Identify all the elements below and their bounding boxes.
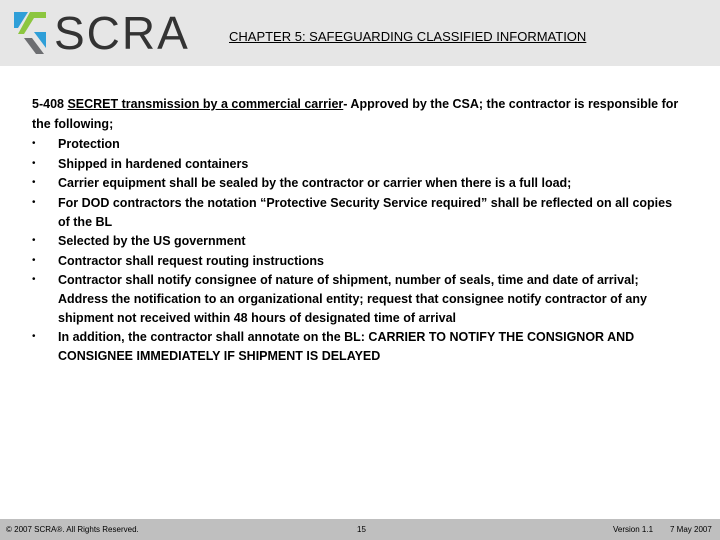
bullet-icon: • bbox=[32, 235, 36, 247]
section-number: 5-408 bbox=[32, 97, 68, 111]
page-number: 15 bbox=[357, 525, 366, 534]
section-intro-text: - Approved by the CSA; the contractor is responsible for the following; bbox=[32, 97, 679, 131]
bullet-icon: • bbox=[32, 254, 36, 266]
bullet-icon: • bbox=[32, 196, 36, 208]
list-item bbox=[32, 271, 682, 327]
list-item-text: Selected by the US government bbox=[58, 234, 246, 249]
bullet-icon: • bbox=[32, 157, 36, 169]
list-item bbox=[32, 232, 682, 251]
bullet-icon: • bbox=[32, 331, 36, 343]
list-item-text: Contractor shall request routing instructions bbox=[58, 253, 324, 268]
list-item-text: Shipped in hardened containers bbox=[58, 156, 249, 171]
list-item-text: Contractor shall notify consignee of nature of shipment, number of seals, time and date of arrival; Address the notification to an organizational entity; request that consignee notify contractor of any shipment not received within 48 hours of designated time of arrival bbox=[58, 273, 647, 325]
list-item bbox=[32, 328, 682, 365]
list-item-text: For DOD contractors the notation “Protective Security Service required” shall be reflected on all copies of the BL bbox=[58, 195, 673, 229]
bullet-icon: • bbox=[32, 138, 36, 150]
chapter-title: CHAPTER 5: SAFEGUARDING CLASSIFIED INFORMATION bbox=[229, 29, 587, 44]
bullet-icon: • bbox=[32, 274, 36, 286]
list-item bbox=[32, 174, 682, 193]
list-item-text: In addition, the contractor shall annotate on the BL: CARRIER TO NOTIFY THE CONSIGNOR AND CONSIGNEE IMMEDIATELY IF SHIPMENT IS DELAYED bbox=[58, 330, 635, 363]
list-item bbox=[32, 155, 682, 174]
logo-text: SCRA bbox=[54, 7, 190, 59]
slide-body bbox=[32, 95, 682, 365]
list-item-text: Protection bbox=[58, 137, 120, 152]
list-item bbox=[32, 135, 682, 154]
slide-footer bbox=[0, 519, 720, 540]
list-item bbox=[32, 252, 682, 271]
bullet-icon: • bbox=[32, 177, 36, 189]
scra-logo-mark-icon bbox=[10, 8, 54, 58]
slide-header bbox=[0, 0, 720, 66]
scra-logo bbox=[10, 8, 190, 58]
copyright-text: © 2007 SCRA®. All Rights Reserved. bbox=[6, 525, 139, 534]
list-item bbox=[32, 194, 682, 231]
section-intro bbox=[32, 95, 682, 134]
requirements-list bbox=[32, 135, 682, 365]
date-text: 7 May 2007 bbox=[670, 525, 712, 534]
version-text: Version 1.1 bbox=[613, 525, 654, 534]
list-item-text: Carrier equipment shall be sealed by the contractor or carrier when there is a full load; bbox=[58, 176, 572, 191]
section-heading: SECRET transmission by a commercial carrier bbox=[67, 97, 344, 111]
